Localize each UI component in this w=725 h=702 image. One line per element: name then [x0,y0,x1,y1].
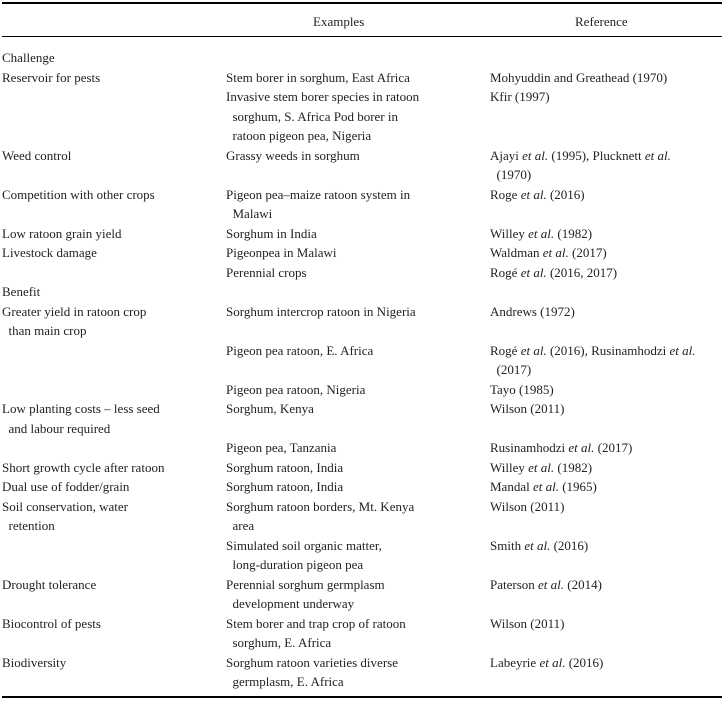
header-reference: Reference [575,14,628,29]
reference-cell: Mandal et al. (1965) [490,479,597,494]
example-cell: Grassy weeds in sorghum [226,147,360,163]
example-cell: Pigeonpea in Malawi [226,245,337,260]
factor-cell: Short growth cycle after ratoon [2,459,165,475]
example-cell: Perennial sorghum germplasm development underway [226,576,385,611]
reference-cell: Smith et al. (2016) [490,537,589,553]
reference-cell: Labeyrie et al. (2016) [490,654,604,670]
factor-cell: Biocontrol of pests [2,615,101,631]
factor-cell: Weed control [2,147,72,163]
factor-cell: Competition with other crops [2,186,155,202]
factor-cell: Low planting costs – less seed and labour required [2,401,160,436]
header-rule [2,36,722,37]
example-cell: Pigeon pea, Tanzania [226,440,337,455]
example-cell: Perennial crops [226,264,307,280]
factor-cell: Biodiversity [2,654,67,670]
section-title: Challenge [2,50,55,65]
reference-cell: Andrews (1972) [490,303,575,319]
example-cell: Pigeon pea ratoon, Nigeria [226,381,366,397]
example-cell: Sorghum ratoon varieties diverse germplasm, E. Africa [226,654,398,689]
reference-cell: Kfir (1997) [490,89,550,104]
top-rule [2,2,722,4]
example-cell: Sorghum ratoon borders, Mt. Kenya area [226,498,415,533]
reference-cell: Wilson (2011) [490,401,565,416]
example-cell: Sorghum, Kenya [226,401,314,416]
reference-cell: Tayo (1985) [490,381,554,397]
reference-cell: Rusinamhodzi et al. (2017) [490,440,633,455]
reference-cell: Waldman et al. (2017) [490,245,607,260]
reference-cell: Ajayi et al. (1995), Plucknett et al. (1970) [490,147,671,182]
example-cell: Pigeon pea–maize ratoon system in Malawi [226,186,411,221]
header-examples: Examples [313,14,365,29]
reference-cell: Roge et al. (2016) [490,186,585,202]
factor-cell: Low ratoon grain yield [2,225,122,241]
section-title: Benefit [2,284,41,299]
example-cell: Stem borer in sorghum, East Africa [226,69,410,85]
factor-cell: Greater yield in ratoon crop than main crop [2,303,147,338]
factor-cell: Livestock damage [2,245,97,260]
reference-cell: Paterson et al. (2014) [490,576,602,592]
reference-cell: Willey et al. (1982) [490,225,593,241]
example-cell: Sorghum intercrop ratoon in Nigeria [226,303,416,319]
bottom-rule [2,696,722,698]
reference-cell: Wilson (2011) [490,615,565,631]
factor-cell: Dual use of fodder/grain [2,479,130,494]
example-cell: Sorghum ratoon, India [226,479,344,494]
example-cell: Sorghum ratoon, India [226,459,344,475]
example-cell: Pigeon pea ratoon, E. Africa [226,342,374,358]
reference-cell: Willey et al. (1982) [490,459,593,475]
reference-cell: Rogé et al. (2016, 2017) [490,264,618,280]
factor-cell: Reservoir for pests [2,69,101,85]
example-cell: Sorghum in India [226,225,317,241]
example-cell: Simulated soil organic matter, long-duration pigeon pea [226,537,382,572]
example-cell: Stem borer and trap crop of ratoon sorghum, E. Africa [226,615,406,650]
factor-cell: Drought tolerance [2,576,97,592]
reference-cell: Wilson (2011) [490,498,565,514]
factor-cell: Soil conservation, water retention [2,498,128,533]
reference-cell: Rogé et al. (2016), Rusinamhodzi et al. (2017) [490,342,696,377]
example-cell: Invasive stem borer species in ratoon sorghum, S. Africa Pod borer in ratoon pigeon pea, Nigeria [226,89,420,143]
reference-cell: Mohyuddin and Greathead (1970) [490,69,668,85]
